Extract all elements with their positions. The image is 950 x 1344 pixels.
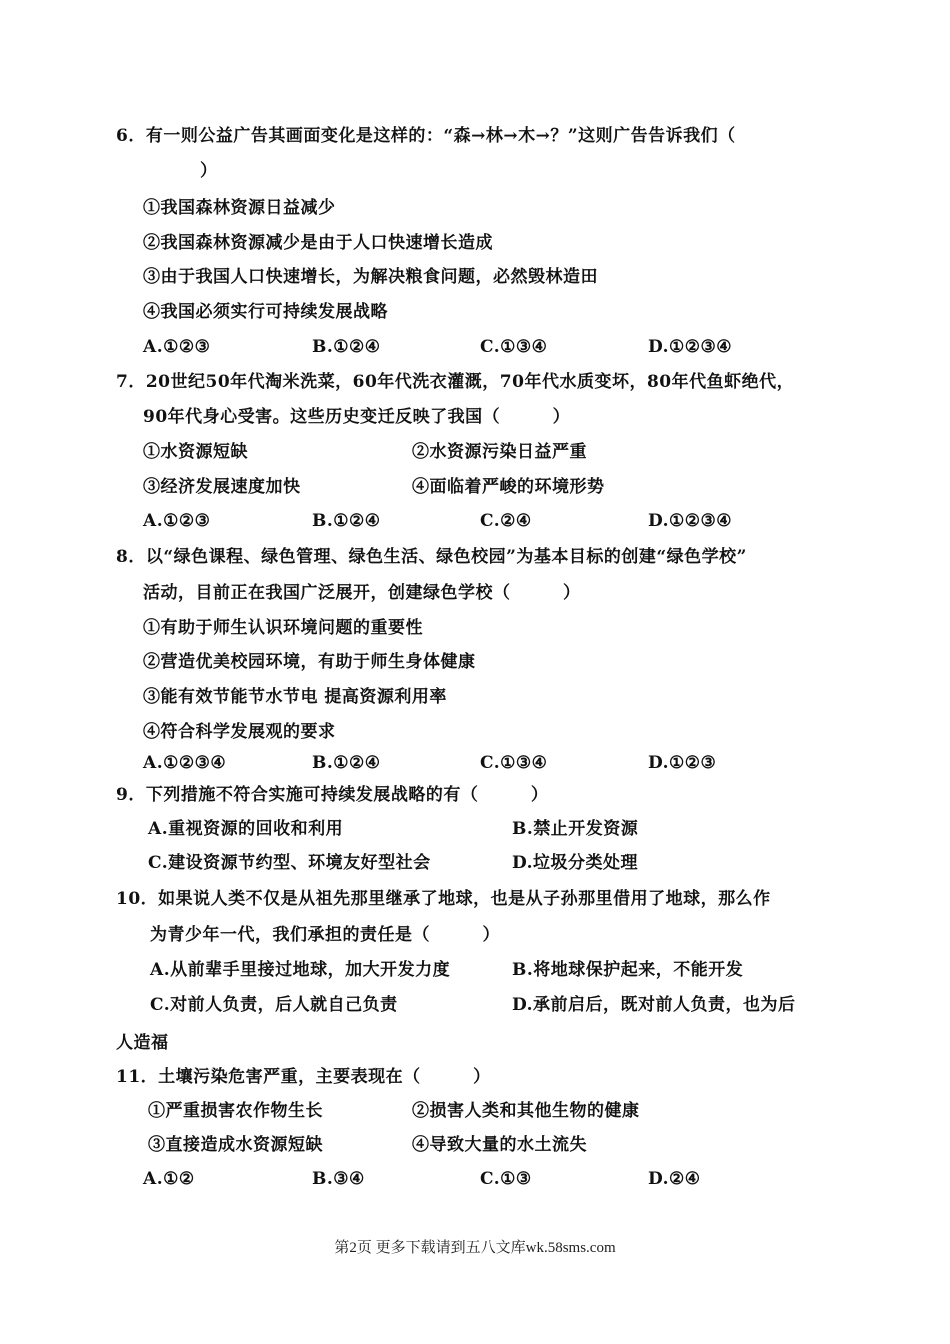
- question-8-statement-4: ④符合科学发展观的要求: [143, 722, 336, 742]
- question-11-statement-2: ②损害人类和其他生物的健康: [412, 1101, 640, 1121]
- question-9-option-c: C.建设资源节约型、环境友好型社会: [148, 853, 431, 873]
- question-8-statement-2: ②营造优美校园环境，有助于师生身体健康: [143, 652, 476, 672]
- question-10-option-c: C.对前人负责，后人就自己负责: [150, 995, 398, 1015]
- question-7-option-c: C.②④: [480, 511, 532, 531]
- question-8-option-d: D.①②③: [648, 753, 717, 773]
- question-8-statement-3: ③能有效节能节水节电 提高资源利用率: [143, 687, 447, 707]
- question-7-option-a: A.①②③: [143, 511, 211, 531]
- question-7-stem: 7．20世纪50年代淘米洗菜，60年代洗衣灌溉，70年代水质变坏，80年代鱼虾绝代，: [116, 372, 795, 392]
- question-6-stem-cont: ）: [200, 161, 218, 181]
- question-8-option-c: C.①③④: [480, 753, 548, 773]
- question-6-option-d: D.①②③④: [648, 337, 733, 357]
- question-11-option-d: D.②④: [648, 1169, 701, 1189]
- question-10-option-a: A.从前辈手里接过地球，加大开发力度: [150, 960, 451, 980]
- question-9-stem: 9．下列措施不符合实施可持续发展战略的有（ ）: [116, 785, 549, 805]
- question-10-option-d: D.承前启后，既对前人负责，也为后: [512, 995, 796, 1015]
- question-7-statement-2: ②水资源污染日益严重: [412, 442, 587, 462]
- question-8-option-b: B.①②④: [312, 753, 381, 773]
- question-6-statement-3: ③由于我国人口快速增长，为解决粮食问题，必然毁林造田: [143, 267, 598, 287]
- question-9-option-d: D.垃圾分类处理: [512, 853, 639, 873]
- question-11-stem: 11．土壤污染危害严重，主要表现在（ ）: [116, 1067, 491, 1087]
- question-10-stem-cont: 为青少年一代，我们承担的责任是（ ）: [150, 925, 500, 945]
- question-6-statement-2: ②我国森林资源减少是由于人口快速增长造成: [143, 233, 493, 253]
- question-11-statement-4: ④导致大量的水土流失: [412, 1135, 587, 1155]
- question-8-statement-1: ①有助于师生认识环境问题的重要性: [143, 618, 423, 638]
- question-11-option-c: C.①③: [480, 1169, 532, 1189]
- question-7-statement-4: ④面临着严峻的环境形势: [412, 477, 605, 497]
- page-footer: 第2页 更多下载请到五八文库wk.58sms.com: [334, 1240, 616, 1256]
- question-6-stem: 6．有一则公益广告其画面变化是这样的：“森→林→木→？”这则广告告诉我们（: [116, 126, 736, 146]
- question-8-option-a: A.①②③④: [143, 753, 227, 773]
- question-11-option-a: A.①②: [143, 1169, 195, 1189]
- question-8-stem: 8．以“绿色课程、绿色管理、绿色生活、绿色校园”为基本目标的创建“绿色学校”: [116, 547, 747, 567]
- question-7-statement-3: ③经济发展速度加快: [143, 477, 301, 497]
- question-6-statement-4: ④我国必须实行可持续发展战略: [143, 302, 388, 322]
- question-10-stem: 10．如果说人类不仅是从祖先那里继承了地球，也是从子孙那里借用了地球，那么作: [116, 889, 771, 909]
- question-7-stem-cont: 90年代身心受害。这些历史变迁反映了我国（ ）: [143, 407, 571, 427]
- question-7-option-b: B.①②④: [312, 511, 381, 531]
- question-11-statement-1: ①严重损害农作物生长: [148, 1101, 323, 1121]
- question-6-option-b: B.①②④: [312, 337, 381, 357]
- question-6-option-a: A.①②③: [143, 337, 211, 357]
- question-10-option-b: B.将地球保护起来，不能开发: [512, 960, 744, 980]
- question-9-option-b: B.禁止开发资源: [512, 819, 639, 839]
- question-7-statement-1: ①水资源短缺: [143, 442, 248, 462]
- question-10-option-d-cont: 人造福: [116, 1033, 169, 1053]
- question-9-option-a: A.重视资源的回收和利用: [148, 819, 344, 839]
- question-6-option-c: C.①③④: [480, 337, 548, 357]
- question-7-option-d: D.①②③④: [648, 511, 733, 531]
- question-8-stem-cont: 活动，目前正在我国广泛展开，创建绿色学校（ ）: [143, 583, 581, 603]
- question-11-statement-3: ③直接造成水资源短缺: [148, 1135, 323, 1155]
- question-11-option-b: B.③④: [312, 1169, 365, 1189]
- question-6-statement-1: ①我国森林资源日益减少: [143, 198, 336, 218]
